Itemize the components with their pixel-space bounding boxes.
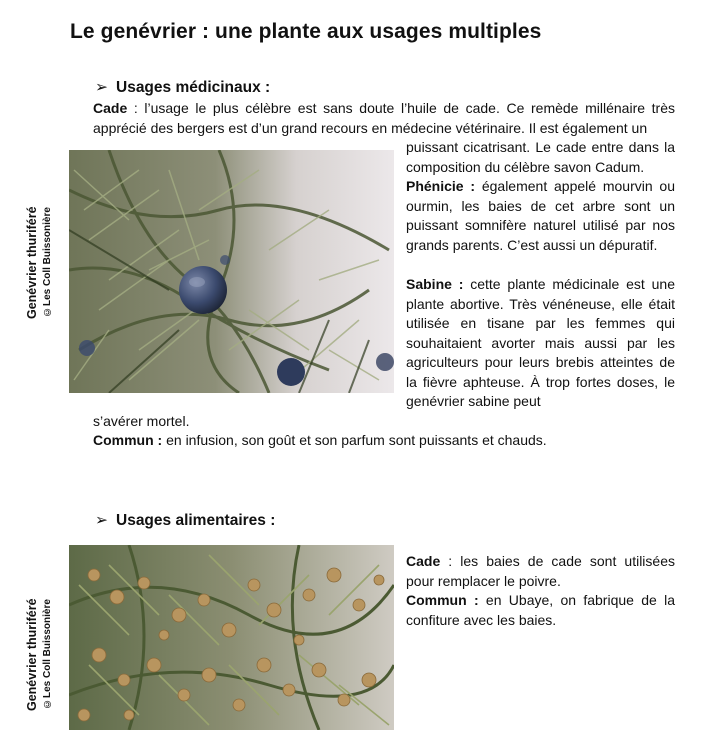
term-commun-food: Commun :	[406, 592, 479, 608]
paragraph-commun-food	[406, 591, 675, 630]
caption-species: Genévrier thuriféré	[25, 206, 39, 319]
section-heading-label: Usages alimentaires :	[116, 512, 276, 529]
caption-credit: ©Les Coll Buissonière	[42, 207, 53, 318]
cade-intro-text-wrap: puissant cicatrisant. Le cade entre dans la composition du célèbre savon Cadum.	[406, 139, 675, 175]
paragraph-cade-food	[406, 552, 675, 591]
term-commun: Commun :	[93, 432, 163, 448]
paragraph-sabine-end	[93, 412, 675, 432]
term-sabine: Sabine :	[406, 276, 464, 292]
photo-caption-2	[24, 592, 55, 717]
sabine-text-end: s’avérer mortel.	[93, 413, 190, 429]
section-heading-food	[95, 511, 275, 530]
page-title: Le genévrier : une plante aux usages multiples	[70, 20, 542, 43]
term-cade: Cade	[93, 100, 128, 116]
paragraph-cade-intro-top	[93, 99, 675, 138]
arrow-bullet-icon: ➢	[95, 79, 108, 96]
caption-species: Genévrier thuriféré	[25, 598, 39, 711]
section-heading-medicinal	[95, 78, 270, 97]
phenicie-text: également appelé mourvin ou ourmin, les baies de cet arbre sont un puissant somnifère naturel utilisé par nos grands parents. C’est aussi un dépuratif.	[406, 178, 676, 253]
section-heading-label: Usages médicinaux :	[116, 79, 271, 96]
caption-credit: ©Les Coll Buissonière	[42, 599, 53, 710]
paragraph-sabine	[406, 275, 675, 412]
sabine-text-wrap: cette plante médicinale est une plante abortive. Très vénéneuse, elle était utilisée en tisane par les femmes qui souhaitaient avorter mais aussi par les agriculteurs pour leurs brebis atteintes de la fièvre aphteuse. À trop fortes doses, le genévrier sabine peut	[406, 276, 675, 409]
paragraph-phenicie	[406, 177, 675, 255]
cade-intro-text-top: : l’usage le plus célèbre est sans doute l’huile de cade. Ce remède millénaire très apprécié des bergers est d’un grand recours en médecine vétérinaire. Il est également un	[93, 100, 675, 136]
cade-food-text: : les baies de cade sont utilisées pour remplacer le poivre.	[406, 553, 675, 589]
photo-juniper-berries	[69, 150, 394, 393]
term-phenicie: Phénicie :	[406, 178, 476, 194]
photo-caption-1	[24, 200, 55, 325]
photo-juniper-buds	[69, 545, 394, 730]
term-cade-food: Cade	[406, 553, 441, 569]
paragraph-commun-medicinal	[93, 431, 675, 451]
commun-text: en infusion, son goût et son parfum sont puissants et chauds.	[162, 432, 547, 448]
commun-food-text: en Ubaye, on fabrique de la confiture avec les baies.	[406, 592, 675, 628]
paragraph-cade-intro-wrap	[406, 138, 675, 177]
arrow-bullet-icon: ➢	[95, 512, 108, 529]
